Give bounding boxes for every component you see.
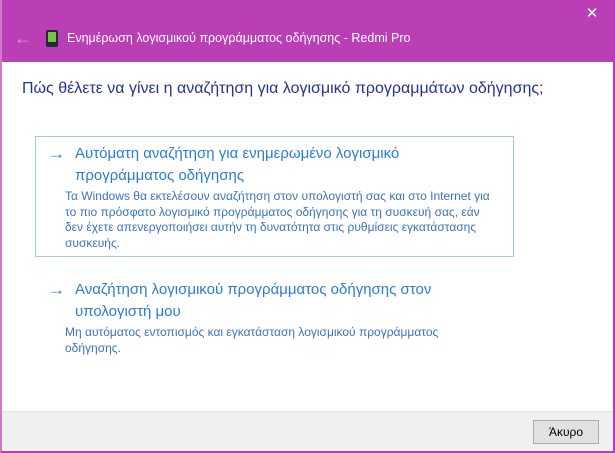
footer-bar — [2, 411, 613, 451]
option-title: Αυτόματη αναζήτηση για ενημερωμένο λογισμικό προγράμματος οδήγησης — [75, 145, 400, 184]
cancel-button[interactable]: Άκυρο — [533, 420, 599, 444]
option-head — [48, 143, 501, 187]
titlebar-nav-row — [14, 29, 410, 47]
option-note: Μη αυτόματος εντοπισμός και εγκατάσταση λογισμικού προγράμματος οδήγησης. — [65, 325, 439, 355]
option-head — [48, 279, 501, 323]
phone-device-icon — [46, 30, 58, 47]
option-note: Τα Windows θα εκτελέσουν αναζήτηση στον υπολογιστή σας και στο Internet για το πιο πρόσφατο λογισμικό προγράμματος οδήγησης για τη συσκευή σας, εάν δεν έχετε απενεργοποιήσει αυτήν τη δυνατότητα στις ρυθμίσεις εγκατάστασης συσκευής. — [65, 189, 490, 250]
close-icon[interactable]: ✕ — [585, 5, 599, 22]
page-heading: Πώς θέλετε να γίνει η αναζήτηση για λογισμικό προγραμμάτων οδήγησης; — [22, 80, 544, 97]
option-title: Αναζήτηση λογισμικού προγράμματος οδήγησης στον υπολογιστή μου — [75, 281, 432, 320]
back-arrow-icon[interactable]: ← — [14, 28, 32, 48]
command-link-arrow-icon: → — [48, 144, 65, 163]
wizard-content — [2, 62, 613, 409]
option-search-automatically[interactable] — [35, 136, 514, 257]
phone-screen-shape — [48, 32, 56, 42]
option-browse-computer[interactable] — [35, 272, 514, 362]
command-link-arrow-icon: → — [48, 280, 65, 299]
title-bar — [2, 0, 613, 62]
window-title: Ενημέρωση λογισμικού προγράμματος οδήγησης - Redmi Pro — [67, 31, 411, 45]
